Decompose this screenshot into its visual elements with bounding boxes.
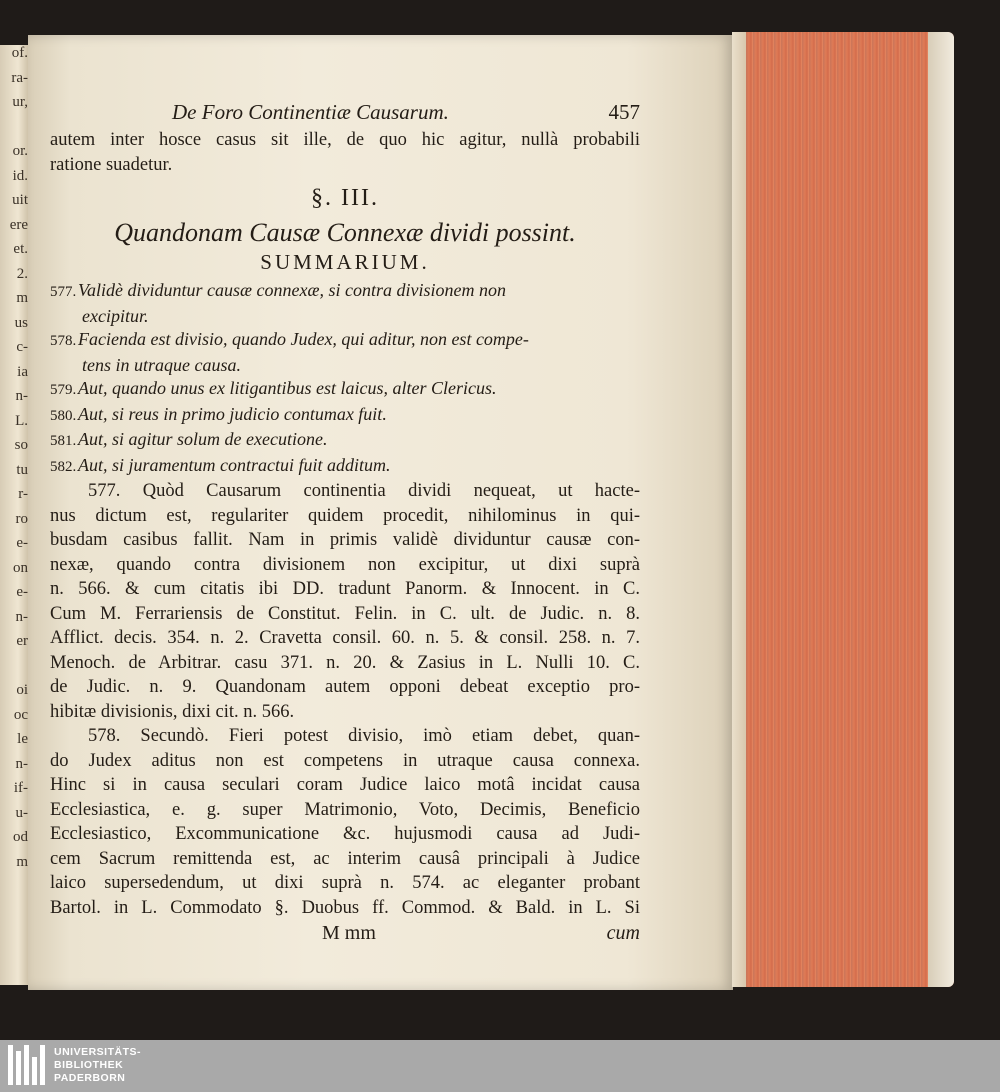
summary-text: Aut, quando unus ex litigantibus est laicus, alter Clericus. [78, 378, 497, 398]
margin-fragment: if- [13, 780, 28, 796]
summary-line [50, 428, 640, 454]
text-line: Cum M. Ferrariensis de Constitut. Felin. in C. ult. de Judic. n. 8. [50, 603, 640, 624]
margin-fragment: le [17, 731, 28, 747]
margin-fragment: ra- [11, 69, 28, 86]
summary-list [50, 279, 640, 479]
margin-fragment: so [14, 437, 28, 453]
page-number: 457 [608, 100, 640, 124]
left-margin-fragments [0, 45, 30, 878]
summary-text: Aut, si agitur solum de executione. [78, 429, 328, 449]
summary-item [50, 454, 640, 480]
margin-fragment: r- [18, 486, 28, 502]
logo-line: UNIVERSITÄTS- [54, 1046, 142, 1058]
summary-text: Aut, si reus in primo judicio contumax fuit. [78, 403, 387, 424]
margin-fragment: n- [15, 608, 28, 625]
summary-text: tens in utraque causa. [82, 354, 241, 375]
summary-item [50, 403, 640, 429]
margin-fragment: on [13, 559, 28, 576]
margin-fragment: u- [15, 804, 28, 821]
margin-fragment: n- [15, 388, 28, 404]
margin-fragment: L. [15, 412, 28, 429]
page-footer [50, 922, 640, 948]
summary-text: excipitur. [82, 305, 149, 326]
text-line: Ecclesiastico, Excommunicatione &c. hujusmodi causa ad Judi- [50, 824, 640, 844]
library-footer-bar [0, 1040, 1000, 1092]
text-line: ratione suadetur. [50, 154, 173, 175]
summary-item [50, 377, 640, 403]
paragraph-578 [50, 724, 640, 920]
margin-fragment: od [13, 829, 28, 845]
text-line: cem Sacrum remittenda est, ac interim causâ principali à Judice [50, 848, 640, 869]
summary-heading: SUMMARIUM. [260, 250, 430, 274]
margin-fragment: n- [15, 755, 28, 772]
margin-fragment: or. [12, 143, 28, 159]
summary-line [50, 403, 640, 429]
margin-fragment [0, 658, 30, 683]
logo-line: BIBLIOTHEK [54, 1059, 124, 1071]
text-line: laico supersedendum, ut dixi suprà n. 574. ac eleganter probant [50, 873, 640, 893]
running-title: De Foro Continentiæ Causarum. [172, 100, 449, 124]
running-head [50, 100, 640, 128]
summary-number: 579. [50, 382, 77, 398]
summary-line [50, 354, 640, 378]
margin-fragment: uit [12, 192, 28, 208]
margin-fragment: us [14, 314, 28, 331]
text-line: nexæ, quando contra divisionem non excipitur, ut dixi suprà [50, 554, 640, 575]
library-logo-icon [8, 1045, 48, 1085]
library-logo-text [54, 1046, 141, 1085]
text-line: Hinc si in causa seculari coram Judice laico motâ incidat causa [50, 775, 640, 795]
margin-fragment: ia [17, 363, 28, 380]
text-line: Menoch. de Arbitrar. casu 371. n. 20. & Zasius in L. Nulli 10. C. [50, 652, 640, 673]
margin-fragment: tu [16, 461, 28, 478]
summary-text: Facienda est divisio, quando Judex, qui aditur, non est compe- [78, 329, 529, 349]
margin-fragment: m [16, 853, 28, 870]
page-text [50, 100, 640, 948]
summary-line [50, 454, 640, 480]
summary-item [50, 279, 640, 328]
summary-item [50, 428, 640, 454]
text-line: 577. Quòd Causarum continentia dividi nequeat, ut hacte- [88, 481, 640, 501]
margin-fragment: of. [11, 45, 28, 61]
section-title: Quandonam Causæ Connexæ dividi possint. [114, 218, 576, 247]
text-line: nus dictum est, regulariter quidem procedit, nihilominus in qui- [50, 505, 640, 526]
summary-number: 580. [50, 407, 77, 424]
text-line: hibitæ divisionis, dixi cit. n. 566. [50, 701, 295, 722]
summary-number: 582. [50, 458, 77, 475]
summary-item [50, 328, 640, 377]
summary-line [50, 328, 640, 354]
margin-fragment: e- [16, 584, 28, 600]
paragraph-577 [50, 479, 640, 724]
summary-line [50, 377, 640, 403]
text-line: Ecclesiastica, e. g. super Matrimonio, Voto, Decimis, Beneficio [50, 799, 640, 820]
summary-number: 581. [50, 433, 77, 449]
text-line: Afflict. decis. 354. n. 2. Cravetta consil. 60. n. 5. & consil. 258. n. 7. [50, 628, 640, 648]
intro-text [50, 128, 640, 177]
margin-fragment: ur, [12, 94, 28, 110]
book-fore-edge [732, 32, 954, 987]
catchword: cum [606, 922, 640, 944]
margin-fragment: 2. [16, 265, 28, 282]
margin-fragment: er [16, 633, 28, 649]
summary-line [50, 279, 640, 305]
summary-number: 577. [50, 284, 77, 300]
margin-fragment: oi [16, 682, 28, 698]
text-line: Bartol. in L. Commodato §. Duobus ff. Commod. & Bald. in L. Si [50, 897, 640, 918]
summary-text: Aut, si juramentum contractui fuit additum. [78, 454, 391, 475]
summary-line [50, 305, 640, 329]
page-stack [732, 32, 746, 987]
section-heading: §. III. [311, 185, 379, 211]
text-line: busdam casibus fallit. Nam in primis validè dividuntur causæ con- [50, 530, 640, 550]
signature-mark: M mm [322, 922, 376, 944]
left-page-edge [0, 45, 30, 985]
text-line: 578. Secundò. Fieri potest divisio, imò etiam debet, quan- [88, 726, 640, 746]
text-line: de Judic. n. 9. Quandonam autem opponi debeat exceptio pro- [50, 677, 640, 697]
text-line: do Judex aditus non est competens in utraque causa connexa. [50, 750, 640, 771]
margin-fragment: id. [12, 167, 28, 184]
text-line: autem inter hosce casus sit ille, de quo hic agitur, nullà probabili [50, 130, 640, 150]
logo-line: PADERBORN [54, 1072, 126, 1084]
margin-fragment: oc [13, 706, 28, 723]
margin-fragment: ro [15, 510, 28, 527]
back-cover-board [928, 32, 954, 987]
margin-fragment: m [16, 290, 28, 306]
margin-fragment: et. [13, 241, 28, 257]
margin-fragment [0, 119, 30, 144]
margin-fragment: ere [9, 216, 28, 233]
summary-text: Validè dividuntur causæ connexæ, si contra divisionem non [78, 280, 506, 300]
margin-fragment: e- [16, 535, 28, 551]
summary-number: 578. [50, 333, 77, 349]
text-line: n. 566. & cum citatis ibi DD. tradunt Panorm. & Innocent. in C. [50, 579, 640, 599]
margin-fragment: c- [16, 339, 28, 355]
